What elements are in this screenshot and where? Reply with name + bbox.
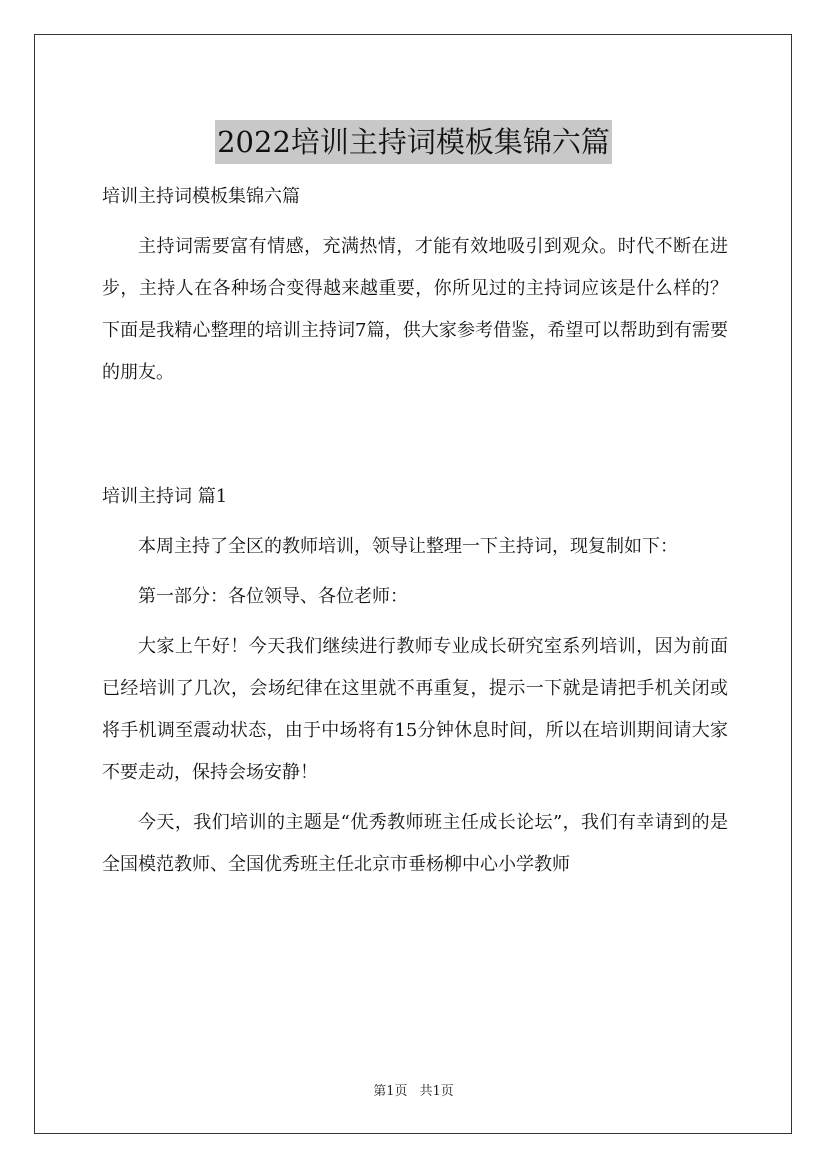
spacer	[102, 618, 728, 626]
spacer	[102, 568, 728, 576]
spacer	[102, 394, 728, 436]
page-number-current: 第1页	[373, 1084, 408, 1099]
document-title: 2022培训主持词模板集锦六篇	[215, 120, 612, 164]
spacer	[102, 436, 728, 476]
body-paragraph-3: 大家上午好！今天我们继续进行教师专业成长研究室系列培训，因为前面已经培训了几次，会场纪律在这里就不再重复，提示一下就是请把手机关闭或将手机调至震动状态，由于中场将有15分钟休息时间，所以在培训期间请大家不要走动，保持会场安静！	[102, 636, 728, 783]
spacer	[102, 218, 728, 226]
section-heading: 培训主持词 篇1	[102, 486, 228, 507]
page-footer	[0, 1082, 827, 1102]
intro-paragraph: 主持词需要富有情感，充满热情，才能有效地吸引到观众。时代不断在进步，主持人在各种场合变得越来越重要，你所见过的主持词应该是什么样的？下面是我精心整理的培训主持词7篇，供大家参考借鉴，希望可以帮助到有需要的朋友。	[102, 236, 728, 383]
title-container	[0, 101, 827, 184]
body-paragraph-2: 第一部分：各位领导、各位老师：	[138, 586, 408, 607]
body-paragraph-1: 本周主持了全区的教师培训，领导让整理一下主持词，现复制如下：	[138, 536, 678, 557]
spacer	[102, 794, 728, 802]
document-subtitle: 培训主持词模板集锦六篇	[102, 186, 300, 207]
spacer	[102, 518, 728, 526]
page-number-total: 共1页	[419, 1084, 454, 1099]
body-paragraph-4: 今天，我们培训的主题是“优秀教师班主任成长论坛”，我们有幸请到的是全国模范教师、全国优秀班主任北京市垂杨柳中心小学教师	[102, 812, 728, 875]
document-body	[102, 176, 728, 886]
